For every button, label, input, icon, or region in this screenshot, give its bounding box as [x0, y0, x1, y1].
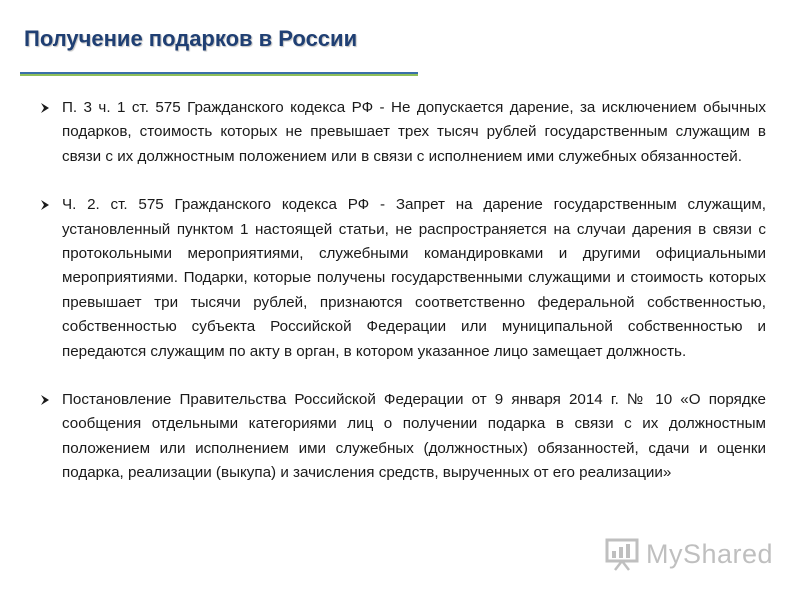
bullet-list: [38, 96, 766, 486]
slide-title: Получение подарков в России: [24, 26, 358, 51]
title-underline: [20, 72, 418, 76]
bullet-text: П. 3 ч. 1 ст. 575 Гражданского кодекса РФ - Не допускается дарение, за исключением обычных подарков, стоимость которых не превышает трех тысяч рублей государственным служащим в связи с их должностным положением или в связи с исполнением ими служебных обязанностей.: [62, 99, 766, 165]
presentation-board-icon: [604, 536, 640, 572]
list-item: [38, 193, 766, 364]
watermark-text: MyShared: [646, 538, 774, 569]
bullet-text: Постановление Правительства Российской Федерации от 9 января 2014 г. № 10 «О порядке сообщения отдельными категориями лиц о получении подарка в связи с их должностным положением или исполнением ими служебных (должностных) обязанностей, сдачи и оценки подарка, реализации (выкупа) и зачисления средств, вырученных от его реализации»: [62, 391, 766, 482]
list-item: [38, 96, 766, 169]
arrow-bullet-icon: [38, 96, 56, 120]
bullet-text: Ч. 2. ст. 575 Гражданского кодекса РФ - Запрет на дарение государственным служащим, установленный пунктом 1 настоящей статьи, не распространяется на случаи дарения в связи с протокольными мероприятиями, служебными командировками и другими официальными мероприятиями. Подарки, которые получены государственными служащими и стоимость которых превышает три тысячи рублей, признаются соответственно федеральной собственностью, собственностью субъекта Российской Федерации или муниципальной собственностью и передаются служащим по акту в орган, в котором указанное лицо замещает должность.: [62, 196, 766, 360]
list-item: [38, 388, 766, 486]
arrow-bullet-icon: [38, 388, 56, 412]
arrow-bullet-icon: [38, 193, 56, 217]
watermark: [604, 536, 773, 572]
